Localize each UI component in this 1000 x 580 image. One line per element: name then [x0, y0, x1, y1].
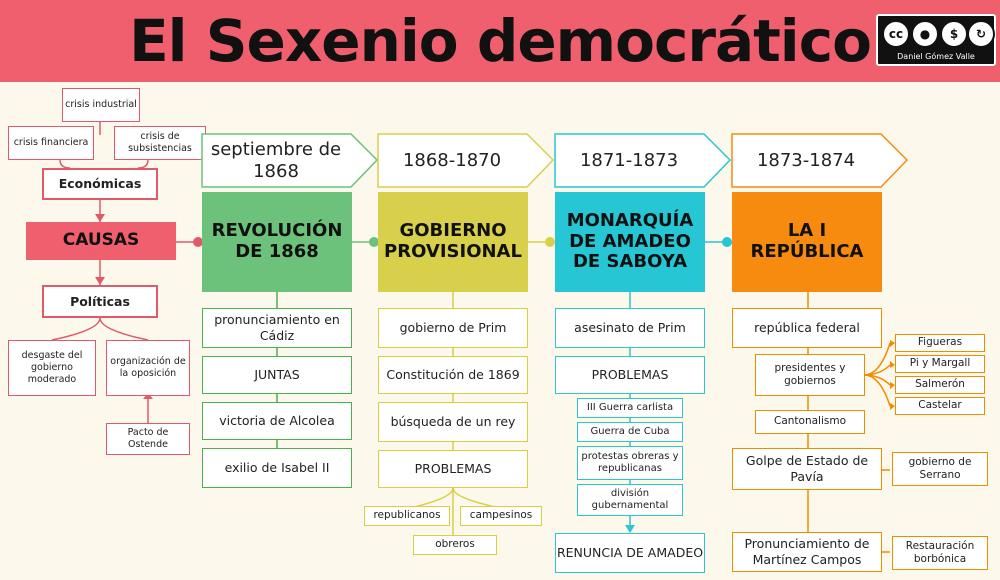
pacto-ostende-box: Pacto de Ostende [106, 423, 190, 455]
amadeo-problema-item: división gubernamental [577, 484, 683, 516]
economicas-box: Económicas [42, 168, 158, 200]
presidentes-gobiernos-box: presidentes y gobiernos [755, 354, 865, 396]
president-item: Salmerón [895, 376, 985, 394]
gobierno-provisional-item: búsqueda de un rey [378, 402, 528, 442]
gobierno-provisional-box: GOBIERNO PROVISIONAL [378, 192, 528, 292]
politicas-box: Políticas [42, 285, 158, 318]
revolucion-item: exilio de Isabel II [202, 448, 352, 488]
date-label-3: 1871-1873 [579, 149, 679, 171]
restauracion-borbonica-box: Restauración borbónica [892, 536, 988, 570]
republica-item: república federal [732, 308, 882, 348]
president-item: Figueras [895, 334, 985, 352]
amadeo-problemas: PROBLEMAS [555, 356, 705, 394]
cc-icon: cc [882, 20, 910, 48]
desgaste-gobierno-box: desgaste del gobierno moderado [8, 340, 96, 396]
cantonalismo-box: Cantonalismo [755, 410, 865, 434]
date-label-4: 1873-1874 [756, 149, 856, 171]
renuncia-amadeo-box: RENUNCIA DE AMADEO [555, 533, 705, 573]
revolucion-item: victoria de Alcolea [202, 402, 352, 440]
president-item: Castelar [895, 397, 985, 415]
gobierno-provisional-problemas: PROBLEMAS [378, 450, 528, 488]
revolucion-item: pronunciamiento en Cádiz [202, 308, 352, 348]
gobierno-provisional-item: gobierno de Prim [378, 308, 528, 348]
gobierno-serrano-box: gobierno de Serrano [892, 452, 988, 486]
problema-item: campesinos [460, 506, 542, 526]
license-author: Daniel Gómez Valle [897, 52, 975, 61]
causas-box: CAUSAS [26, 222, 176, 260]
amadeo-item: asesinato de Prim [555, 308, 705, 348]
revolucion-item: JUNTAS [202, 356, 352, 394]
crisis-subsistencias-box: crisis de subsistencias [114, 126, 206, 160]
crisis-industrial-box: crisis industrial [62, 88, 140, 122]
pronunciamiento-martinez-campos-box: Pronunciamiento de Martínez Campos [732, 532, 882, 572]
sa-icon: ↻ [967, 20, 995, 48]
president-item: Pi y Margall [895, 355, 985, 373]
primera-republica-box: LA I REPÚBLICA [732, 192, 882, 292]
amadeo-problema-item: Guerra de Cuba [577, 422, 683, 442]
problema-item: republicanos [364, 506, 450, 526]
monarquia-amadeo-box: MONARQUÍA DE AMADEO DE SABOYA [555, 192, 705, 292]
amadeo-problema-item: III Guerra carlista [577, 398, 683, 418]
golpe-pavia-box: Golpe de Estado de Pavía [732, 448, 882, 490]
date-label-2: 1868-1870 [402, 149, 502, 171]
crisis-financiera-box: crisis financiera [8, 126, 94, 160]
revolucion-1868-box: REVOLUCIÓN DE 1868 [202, 192, 352, 292]
page-title: El Sexenio democrático [129, 7, 871, 75]
by-icon: ● [911, 20, 939, 48]
amadeo-problema-item: protestas obreras y republicanas [577, 446, 683, 480]
nc-icon: $ [940, 20, 968, 48]
problema-item: obreros [413, 535, 497, 555]
gobierno-provisional-item: Constitución de 1869 [378, 356, 528, 394]
date-label-1: septiembre de 1868 [210, 138, 342, 182]
organizacion-oposicion-box: organización de la oposición [106, 340, 190, 396]
